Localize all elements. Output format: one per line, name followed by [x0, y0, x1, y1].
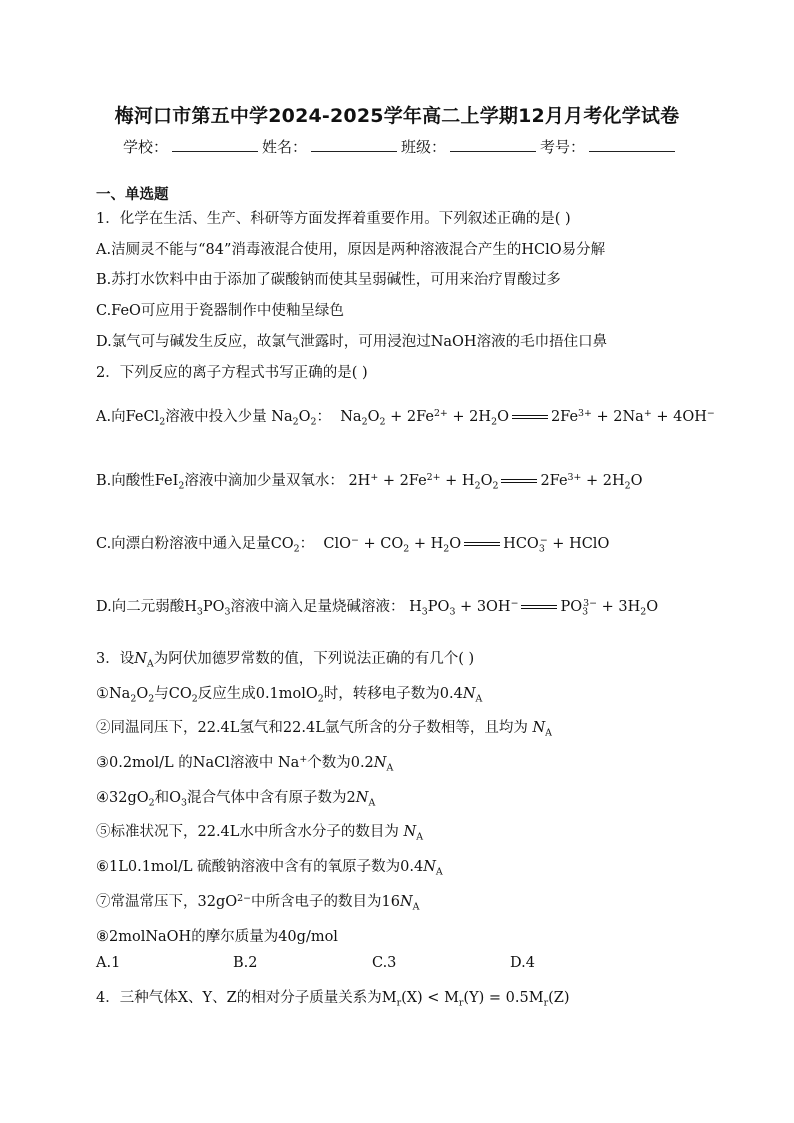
q3-i2-text: ②同温同压下，22.4L氢气和22.4L氩气所含的分子数相等，且均为 [96, 720, 528, 736]
q3-option-b[interactable]: B.2 [233, 955, 258, 971]
class-blank[interactable] [450, 139, 536, 152]
q3-i6-text: ⑥1L0.1mol/L 硫酸钠溶液中含有的氧原子数为0.4 [96, 859, 424, 875]
q2b-text-2: 溶液中滴加少量双氧水： [184, 473, 344, 489]
q3-i3-pre: ③0.2mol/L 的NaCl溶液中 [96, 755, 274, 771]
q3-stem-pre: 3．设 [96, 651, 135, 667]
student-info-line [123, 136, 679, 157]
q1-option-c: C.FeO可应用于瓷器制作中使釉呈绿色 [96, 303, 344, 319]
q1-stem: 1．化学在生活、生产、科研等方面发挥着重要作用。下列叙述正确的是( ) [96, 211, 571, 227]
class-label: 班级： [401, 138, 447, 156]
q3-item-7: ⑦常温常压下，$32gO^{2-}$中所含电子的数目为$16N_A$ [96, 892, 420, 913]
q3-item-8: ⑧2molNaOH的摩尔质量为40g/mol [96, 929, 338, 945]
q3-option-c[interactable]: C.3 [372, 955, 397, 971]
q3-item-3: ③0.2mol/L 的NaCl溶液中 Na+个数为$0.2N_A$ [96, 753, 394, 774]
q3-i1-mid: 反应生成0.1mol [197, 686, 306, 702]
q3-i7-pre: ⑦常温常压下，32g [96, 894, 226, 910]
q2b-text: B.向酸性 [96, 473, 155, 489]
q3-item-1: $①Na_2O_2$与$CO_2$反应生成0.1molO$_2$时，转移电子数为$0.4N_A$ [96, 686, 483, 705]
na-symbol: N [134, 651, 147, 667]
q2-option-c: C.向漂白粉溶液中通入足量$CO_2$： $ClO^- + CO_2 + H_2O$ $HCO_3^-$ + HClO [96, 534, 610, 555]
exam-title: 梅河口市第五中学2024-2025学年高二上学期12月月考化学试卷 [114, 105, 680, 127]
name-blank[interactable] [311, 139, 397, 152]
q2-stem: 2．下列反应的离子方程式书写正确的是( ) [96, 365, 368, 381]
q3-i4-post: 混合气体中含有原子数为2 [187, 790, 356, 806]
q3-i4-mid: 和 [154, 790, 170, 806]
q2d-text-2: 溶液中滴入足量烧碱溶液： [230, 599, 405, 615]
q4-stem-text: 4．三种气体X、Y、Z的相对分子质量关系为 [96, 990, 382, 1006]
q3-stem [96, 647, 474, 668]
q3-item-4: $④32gO_2$和$O_3$混合气体中含有原子数为$2N_A$ [96, 790, 376, 809]
q3-item-2: ②同温同压下，22.4L氢气和22.4L氩气所含的分子数相等，且均为 $N_A$ [96, 720, 552, 739]
q3-stem-post: 为阿伏加德罗常数的值，下列说法正确的有几个( ) [153, 651, 475, 667]
equals-sign [501, 479, 537, 483]
number-label: 考号： [540, 138, 586, 156]
equals-sign [521, 605, 557, 609]
q3-option-d[interactable]: D.4 [510, 955, 535, 971]
q2a-text-2: 溶液中投入少量 [165, 409, 267, 425]
q2c-text: C.向漂白粉溶液中通入足量 [96, 536, 271, 552]
na-sub: A [146, 658, 154, 670]
q3-option-a[interactable]: A.1 [96, 955, 121, 971]
q2-option-d: D.向二元弱酸$H_3PO_3$溶液中滴入足量烧碱溶液： $H_3PO_3 + 3OH^-$ $PO_3^{3-} + 3H_2O$ [96, 597, 659, 618]
name-label: 姓名： [262, 138, 308, 156]
q3-item-5: ⑤标准状况下，22.4L水中所含水分子的数目为 $N_A$ [96, 824, 424, 843]
section-heading: 一、单选题 [96, 187, 169, 203]
q3-i1-post: 时，转移电子数为0.4 [323, 686, 463, 702]
school-blank[interactable] [172, 139, 258, 152]
q3-i3-post: 个数为0.2 [307, 755, 374, 771]
q1-option-b: B.苏打水饮料中由于添加了碳酸钠而使其呈弱碱性，可用来治疗胃酸过多 [96, 272, 561, 288]
number-blank[interactable] [589, 139, 675, 152]
q3-i7-post: 中所含电子的数目为16 [251, 894, 400, 910]
q2-option-a: A.向FeCl$_2$溶液中投入少量 $Na_2O_2$： $Na_2O_2 + 2Fe^{2+} + 2H_2O$ $2Fe^{3+} + 2Na^+ + 4OH^-$ [96, 407, 715, 428]
q3-item-6: ⑥1L0.1mol/L 硫酸钠溶液中含有的氧原子数为$0.4N_A$ [96, 859, 443, 878]
q2-option-b: B.向酸性FeI$_2$溶液中滴加少量双氧水： $2H^+ + 2Fe^{2+} + H_2O_2$ $2Fe^{3+} + 2H_2O$ [96, 471, 643, 492]
equals-sign [464, 542, 500, 546]
q1-option-d: D.氯气可与碱发生反应，故氯气泄露时，可用浸泡过NaOH溶液的毛巾捂住口鼻 [96, 334, 608, 350]
equals-sign [512, 415, 548, 419]
q2a-text: A.向 [96, 409, 126, 425]
school-label: 学校： [123, 138, 169, 156]
q4-stem: 4．三种气体X、Y、Z的相对分子质量关系为$M_r(X) < M_r(Y) = 0.5M_r(Z)$ [96, 990, 570, 1009]
q2d-text: D.向二元弱酸 [96, 599, 185, 615]
q1-option-a: A.洁厕灵不能与“84”消毒液混合使用，原因是两种溶液混合产生的HClO易分解 [96, 242, 606, 258]
q3-i5-text: ⑤标准状况下，22.4L水中所含水分子的数目为 [96, 824, 399, 840]
q3-i4-pre: ④32g [96, 790, 137, 806]
q3-i1-pre: 与 [154, 686, 169, 702]
